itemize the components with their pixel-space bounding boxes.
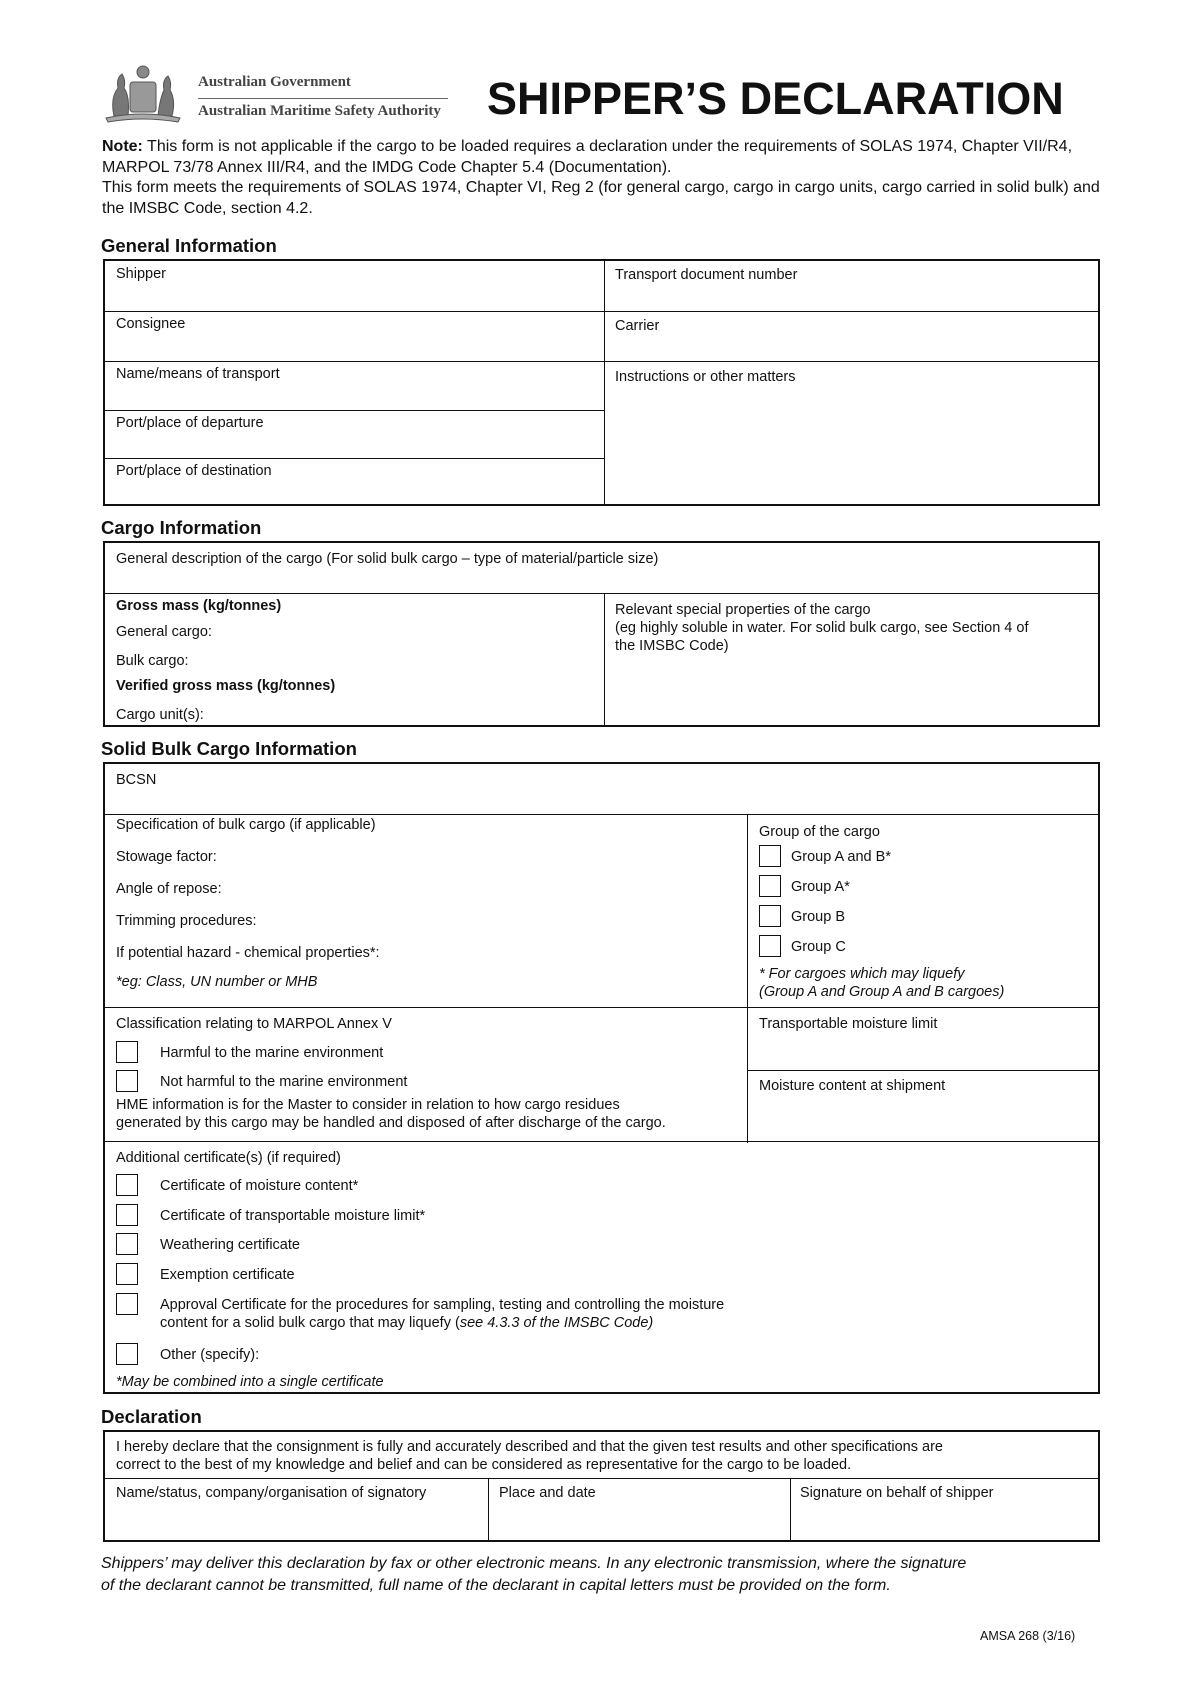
signatory-name-field[interactable]: Name/status, company/organisation of signatory bbox=[116, 1485, 427, 1501]
departure-field[interactable]: Port/place of departure bbox=[116, 415, 264, 431]
group-a-and-b-checkbox[interactable] bbox=[759, 845, 781, 867]
cert-approval-line2: content for a solid bulk cargo that may liquefy ( bbox=[160, 1315, 460, 1331]
declaration-heading: Declaration bbox=[101, 1406, 202, 1427]
notice-line1: Shippers’ may deliver this declaration by fax or other electronic means. In any electronic transmission, where the signature bbox=[101, 1555, 967, 1572]
liquefy-note bbox=[759, 965, 1004, 1001]
tml-field[interactable]: Transportable moisture limit bbox=[759, 1016, 938, 1032]
consignee-field[interactable]: Consignee bbox=[116, 316, 186, 332]
page-title: SHIPPER’S DECLARATION bbox=[487, 73, 1064, 124]
special-properties-field[interactable] bbox=[615, 601, 1028, 655]
marpol-classification-label: Classification relating to MARPOL Annex V bbox=[116, 1016, 392, 1032]
row-divider bbox=[105, 410, 604, 411]
special-properties-line1: Relevant special properties of the cargo bbox=[615, 602, 871, 618]
hazard-example-note: *eg: Class, UN number or MHB bbox=[116, 974, 318, 990]
row-divider bbox=[105, 1007, 1098, 1008]
shipper-field[interactable]: Shipper bbox=[116, 266, 166, 282]
note-label: Note: bbox=[102, 138, 143, 155]
row-divider bbox=[105, 593, 1098, 594]
column-divider bbox=[790, 1478, 791, 1540]
column-divider bbox=[604, 261, 605, 504]
cert-approval-ref: see 4.3.3 of the IMSBC Code) bbox=[459, 1315, 654, 1331]
form-code: AMSA 268 (3/16) bbox=[980, 1629, 1076, 1643]
cert-tml-checkbox[interactable] bbox=[116, 1204, 138, 1226]
solid-bulk-table bbox=[103, 762, 1100, 1394]
cargo-units-field[interactable]: Cargo unit(s): bbox=[116, 707, 204, 723]
requirements-text: This form meets the requirements of SOLAS 1974, Chapter VI, Reg 2 (for general cargo, cargo in cargo units, cargo carried in solid bulk) and the IMSBC Code, section 4.2. bbox=[102, 179, 1100, 217]
row-divider bbox=[105, 361, 1098, 362]
bulk-spec-label: Specification of bulk cargo (if applicable) bbox=[116, 817, 376, 833]
column-divider bbox=[747, 814, 748, 1143]
not-harmful-checkbox[interactable] bbox=[116, 1070, 138, 1092]
angle-of-repose-field[interactable]: Angle of repose: bbox=[116, 881, 222, 897]
cert-weathering-checkbox[interactable] bbox=[116, 1233, 138, 1255]
instructions-field[interactable]: Instructions or other matters bbox=[615, 369, 796, 385]
declaration-line1: I hereby declare that the consignment is fully and accurately described and that the given test results and other specifications are bbox=[116, 1439, 943, 1455]
declaration-table bbox=[103, 1430, 1100, 1542]
cert-weathering-label: Weathering certificate bbox=[160, 1237, 300, 1253]
group-of-cargo-label: Group of the cargo bbox=[759, 824, 880, 840]
cargo-info-table bbox=[103, 541, 1100, 727]
destination-field[interactable]: Port/place of destination bbox=[116, 463, 272, 479]
group-c-label: Group C bbox=[791, 939, 846, 955]
general-info-table bbox=[103, 259, 1100, 506]
harmful-label: Harmful to the marine environment bbox=[160, 1045, 384, 1061]
general-cargo-field[interactable]: General cargo: bbox=[116, 624, 212, 640]
cert-other-checkbox[interactable] bbox=[116, 1343, 138, 1365]
gross-mass-label: Gross mass (kg/tonnes) bbox=[116, 598, 282, 614]
signature-field[interactable]: Signature on behalf of shipper bbox=[800, 1485, 994, 1501]
solid-bulk-heading: Solid Bulk Cargo Information bbox=[101, 738, 357, 759]
additional-certificates-label: Additional certificate(s) (if required) bbox=[116, 1150, 341, 1166]
cert-other-field[interactable]: Other (specify): bbox=[160, 1347, 260, 1363]
cert-combined-note: *May be combined into a single certificate bbox=[116, 1374, 384, 1390]
group-c-checkbox[interactable] bbox=[759, 935, 781, 957]
group-b-checkbox[interactable] bbox=[759, 905, 781, 927]
chemical-hazard-field[interactable]: If potential hazard - chemical properties*: bbox=[116, 945, 380, 961]
cargo-description-field[interactable]: General description of the cargo (For solid bulk cargo – type of material/particle size) bbox=[116, 551, 659, 567]
hme-line2: generated by this cargo may be handled and disposed of after discharge of the cargo. bbox=[116, 1115, 666, 1131]
electronic-submission-notice bbox=[101, 1553, 1111, 1597]
declaration-statement bbox=[116, 1438, 943, 1474]
row-divider bbox=[105, 311, 1098, 312]
group-a-label: Group A* bbox=[791, 879, 850, 895]
group-a-and-b-label: Group A and B* bbox=[791, 849, 891, 865]
cert-moisture-label: Certificate of moisture content* bbox=[160, 1178, 359, 1194]
liquefy-note-line1: * For cargoes which may liquefy bbox=[759, 966, 965, 982]
cert-exemption-label: Exemption certificate bbox=[160, 1267, 295, 1283]
intro-note bbox=[102, 137, 1102, 219]
row-divider bbox=[105, 814, 1098, 815]
coat-of-arms-icon bbox=[100, 58, 184, 126]
hme-information bbox=[116, 1096, 666, 1132]
group-a-checkbox[interactable] bbox=[759, 875, 781, 897]
bcsn-field[interactable]: BCSN bbox=[116, 772, 157, 788]
verified-gross-mass-label: Verified gross mass (kg/tonnes) bbox=[116, 678, 336, 694]
declaration-line2: correct to the best of my knowledge and belief and can be considered as representative for the cargo to be loaded. bbox=[116, 1457, 852, 1473]
cert-approval-line1: Approval Certificate for the procedures for sampling, testing and controlling the moisture bbox=[160, 1297, 725, 1313]
group-b-label: Group B bbox=[791, 909, 845, 925]
row-divider bbox=[747, 1070, 1098, 1071]
org-divider bbox=[198, 98, 448, 99]
cert-approval-checkbox[interactable] bbox=[116, 1293, 138, 1315]
cert-approval-label bbox=[160, 1296, 724, 1332]
column-divider bbox=[488, 1478, 489, 1540]
cert-tml-label: Certificate of transportable moisture limit* bbox=[160, 1208, 426, 1224]
cargo-info-heading: Cargo Information bbox=[101, 517, 262, 538]
general-info-heading: General Information bbox=[101, 235, 277, 256]
hme-line1: HME information is for the Master to consider in relation to how cargo residues bbox=[116, 1097, 620, 1113]
amsa-logo bbox=[100, 58, 450, 128]
transport-document-field[interactable]: Transport document number bbox=[615, 267, 798, 283]
harmful-checkbox[interactable] bbox=[116, 1041, 138, 1063]
bulk-cargo-field[interactable]: Bulk cargo: bbox=[116, 653, 189, 669]
cert-exemption-checkbox[interactable] bbox=[116, 1263, 138, 1285]
org-name-government: Australian Government bbox=[198, 74, 351, 90]
row-divider bbox=[105, 458, 604, 459]
row-divider bbox=[105, 1141, 1098, 1142]
liquefy-note-line2: (Group A and Group A and B cargoes) bbox=[759, 984, 1005, 1000]
row-divider bbox=[105, 1478, 1098, 1479]
not-harmful-label: Not harmful to the marine environment bbox=[160, 1074, 408, 1090]
place-date-field[interactable]: Place and date bbox=[499, 1485, 596, 1501]
special-properties-line3: the IMSBC Code) bbox=[615, 638, 729, 654]
special-properties-line2: (eg highly soluble in water. For solid bulk cargo, see Section 4 of bbox=[615, 620, 1029, 636]
means-of-transport-field[interactable]: Name/means of transport bbox=[116, 366, 280, 382]
column-divider bbox=[604, 593, 605, 725]
stowage-factor-field[interactable]: Stowage factor: bbox=[116, 849, 217, 865]
notice-line2: of the declarant cannot be transmitted, full name of the declarant in capital letters must be provided on the form. bbox=[101, 1577, 891, 1594]
note-text: This form is not applicable if the cargo to be loaded requires a declaration under the requirements of SOLAS 1974, Chapter VII/R4, MARPOL 73/78 Annex III/R4, and the IMDG Code Chapter 5.4 (Documentation). bbox=[102, 138, 1073, 176]
cert-moisture-checkbox[interactable] bbox=[116, 1174, 138, 1196]
carrier-field[interactable]: Carrier bbox=[615, 318, 660, 334]
org-name-amsa: Australian Maritime Safety Authority bbox=[198, 103, 441, 119]
trimming-procedures-field[interactable]: Trimming procedures: bbox=[116, 913, 257, 929]
moisture-content-field[interactable]: Moisture content at shipment bbox=[759, 1078, 946, 1094]
